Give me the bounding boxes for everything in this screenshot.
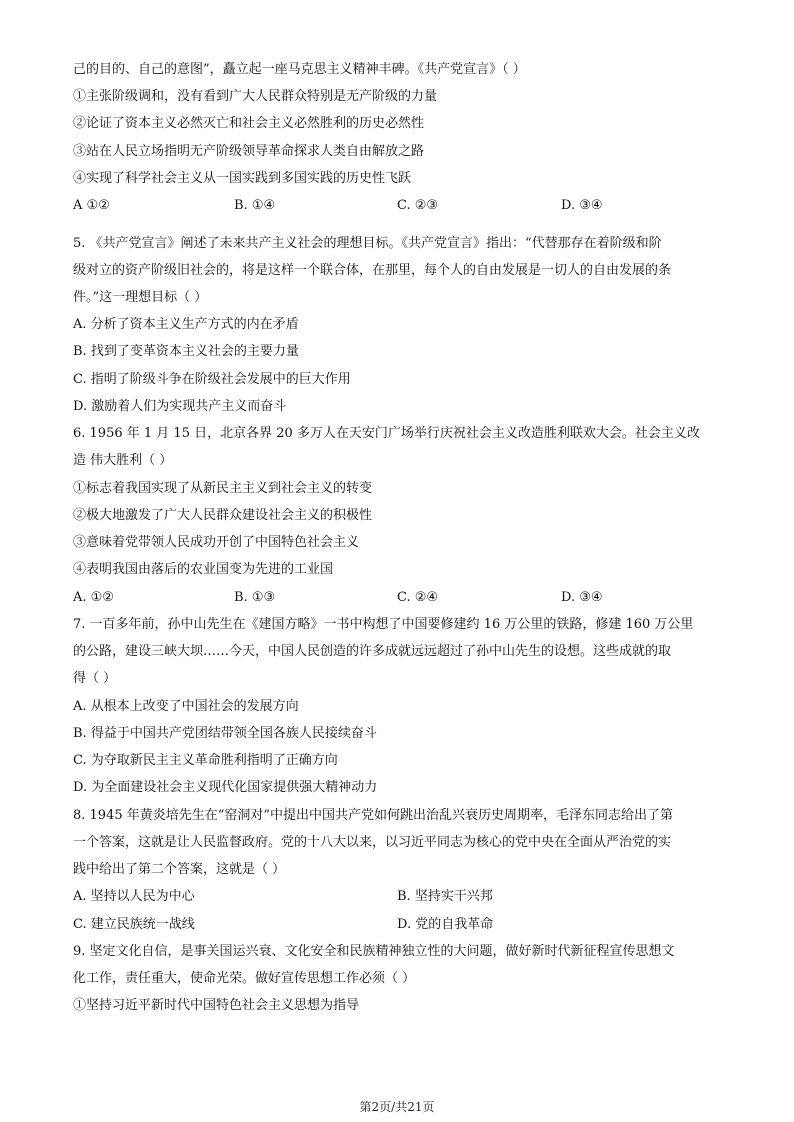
page-number: 第2页/共21页 <box>359 1100 435 1114</box>
q4-item-1: ①主张阶级调和，没有看到广大人民群众特别是无产阶级的力量 <box>73 89 438 104</box>
q6-stem-line-1: 6. 1956 年 1 月 15 日，北京各界 20 多万人在天安门广场举行庆祝社会主义改造胜利联欢大会。社会主义改 <box>73 426 700 441</box>
q6-option-c[interactable]: C. ②④ <box>397 590 439 605</box>
q8-option-b[interactable]: B. 坚持实干兴邦 <box>397 889 493 904</box>
q6-stem-line-2: 造 伟大胜利（ ） <box>73 453 173 468</box>
q7-option-d[interactable]: D. 为全面建设社会主义现代化国家提供强大精神动力 <box>73 780 378 795</box>
q6-item-3: ③意味着党带领人民成功开创了中国特色社会主义 <box>73 535 360 550</box>
q5-option-c[interactable]: C. 指明了阶级斗争在阶级社会发展中的巨大作用 <box>73 372 351 387</box>
q4-option-d[interactable]: D. ③④ <box>561 198 603 213</box>
q9-stem-line-2: 化工作，责任重大，使命光荣。做好宣传思想工作必须（ ） <box>73 971 416 986</box>
q8-stem-line-3: 践中给出了第二个答案，这就是（ ） <box>73 862 286 877</box>
q8-stem-line-1: 8. 1945 年黄炎培先生在“窑洞对”中提出中国共产党如何跳出治乱兴衰历史周期率，毛泽东同志给出了第 <box>73 808 674 823</box>
q4-item-4: ④实现了科学社会主义从一国实践到多国实践的历史性飞跃 <box>73 171 412 186</box>
q8-option-c[interactable]: C. 建立民族统一战线 <box>73 917 195 932</box>
q5-stem-line-2: 级对立的资产阶级旧社会的，将是这样一个联合体，在那里，每个人的自由发展是一切人的自由发展的条 <box>73 263 672 278</box>
q6-option-a[interactable]: A. ①② <box>73 590 114 605</box>
q5-option-a[interactable]: A. 分析了资本主义生产方式的内在矛盾 <box>73 317 299 332</box>
q4-option-b[interactable]: B. ①④ <box>234 198 276 213</box>
q5-stem-line-1: 5. 《共产党宣言》阐述了未来共产主义社会的理想目标。《共产党宣言》指出：“代替那存在着阶级和阶 <box>73 236 662 251</box>
q7-option-c[interactable]: C. 为夺取新民主主义革命胜利指明了正确方向 <box>73 753 338 768</box>
q6-item-1: ①标志着我国实现了从新民主主义到社会主义的转变 <box>73 481 373 496</box>
q5-stem-line-3: 件。”这一理想目标（ ） <box>73 290 208 305</box>
q5-option-d[interactable]: D. 激励着人们为实现共产主义而奋斗 <box>73 399 287 414</box>
q7-option-b[interactable]: B. 得益于中国共产党团结带领全国各族人民接续奋斗 <box>73 726 377 741</box>
q6-option-b[interactable]: B. ①③ <box>234 590 276 605</box>
q8-stem-line-2: 一个答案，这就是让人民监督政府。党的十八大以来，以习近平同志为核心的党中央在全面从严治党的实 <box>73 835 672 850</box>
q7-stem-line-3: 得（ ） <box>73 671 117 686</box>
q4-stem: 己的目的、自己的意图”，矗立起一座马克思主义精神丰碑。《共产党宣言》（ ） <box>73 62 526 77</box>
q8-option-a[interactable]: A. 坚持以人民为中心 <box>73 889 195 904</box>
q7-stem-line-1: 7. 一百多年前，孙中山先生在《建国方略》一书中构想了中国要修建约 16 万公里的铁路，修建 160 万公里 <box>73 617 694 632</box>
q8-option-d[interactable]: D. 党的自我革命 <box>397 917 494 932</box>
q4-option-a[interactable]: A ①② <box>73 198 110 213</box>
q4-item-3: ③站在人民立场指明无产阶级领导革命探求人类自由解放之路 <box>73 144 425 159</box>
q9-stem-line-1: 9. 坚定文化自信，是事关国运兴衰、文化安全和民族精神独立性的大问题，做好新时代新征程宣传思想文 <box>73 944 675 959</box>
q7-stem-line-2: 的公路，建设三峡大坝……今天，中国人民创造的许多成就远远超过了孙中山先生的设想。这些成就的取 <box>73 644 672 659</box>
q4-option-c[interactable]: C. ②③ <box>397 198 439 213</box>
q9-item-1: ①坚持习近平新时代中国特色社会主义思想为指导 <box>73 998 360 1013</box>
q7-option-a[interactable]: A. 从根本上改变了中国社会的发展方向 <box>73 699 299 714</box>
q6-item-2: ②极大地激发了广大人民群众建设社会主义的积极性 <box>73 508 373 523</box>
q5-option-b[interactable]: B. 找到了变革资本主义社会的主要力量 <box>73 344 299 359</box>
q6-option-d[interactable]: D. ③④ <box>561 590 603 605</box>
q4-item-2: ②论证了资本主义必然灭亡和社会主义必然胜利的历史必然性 <box>73 116 425 131</box>
q6-item-4: ④表明我国由落后的农业国变为先进的工业国 <box>73 562 334 577</box>
